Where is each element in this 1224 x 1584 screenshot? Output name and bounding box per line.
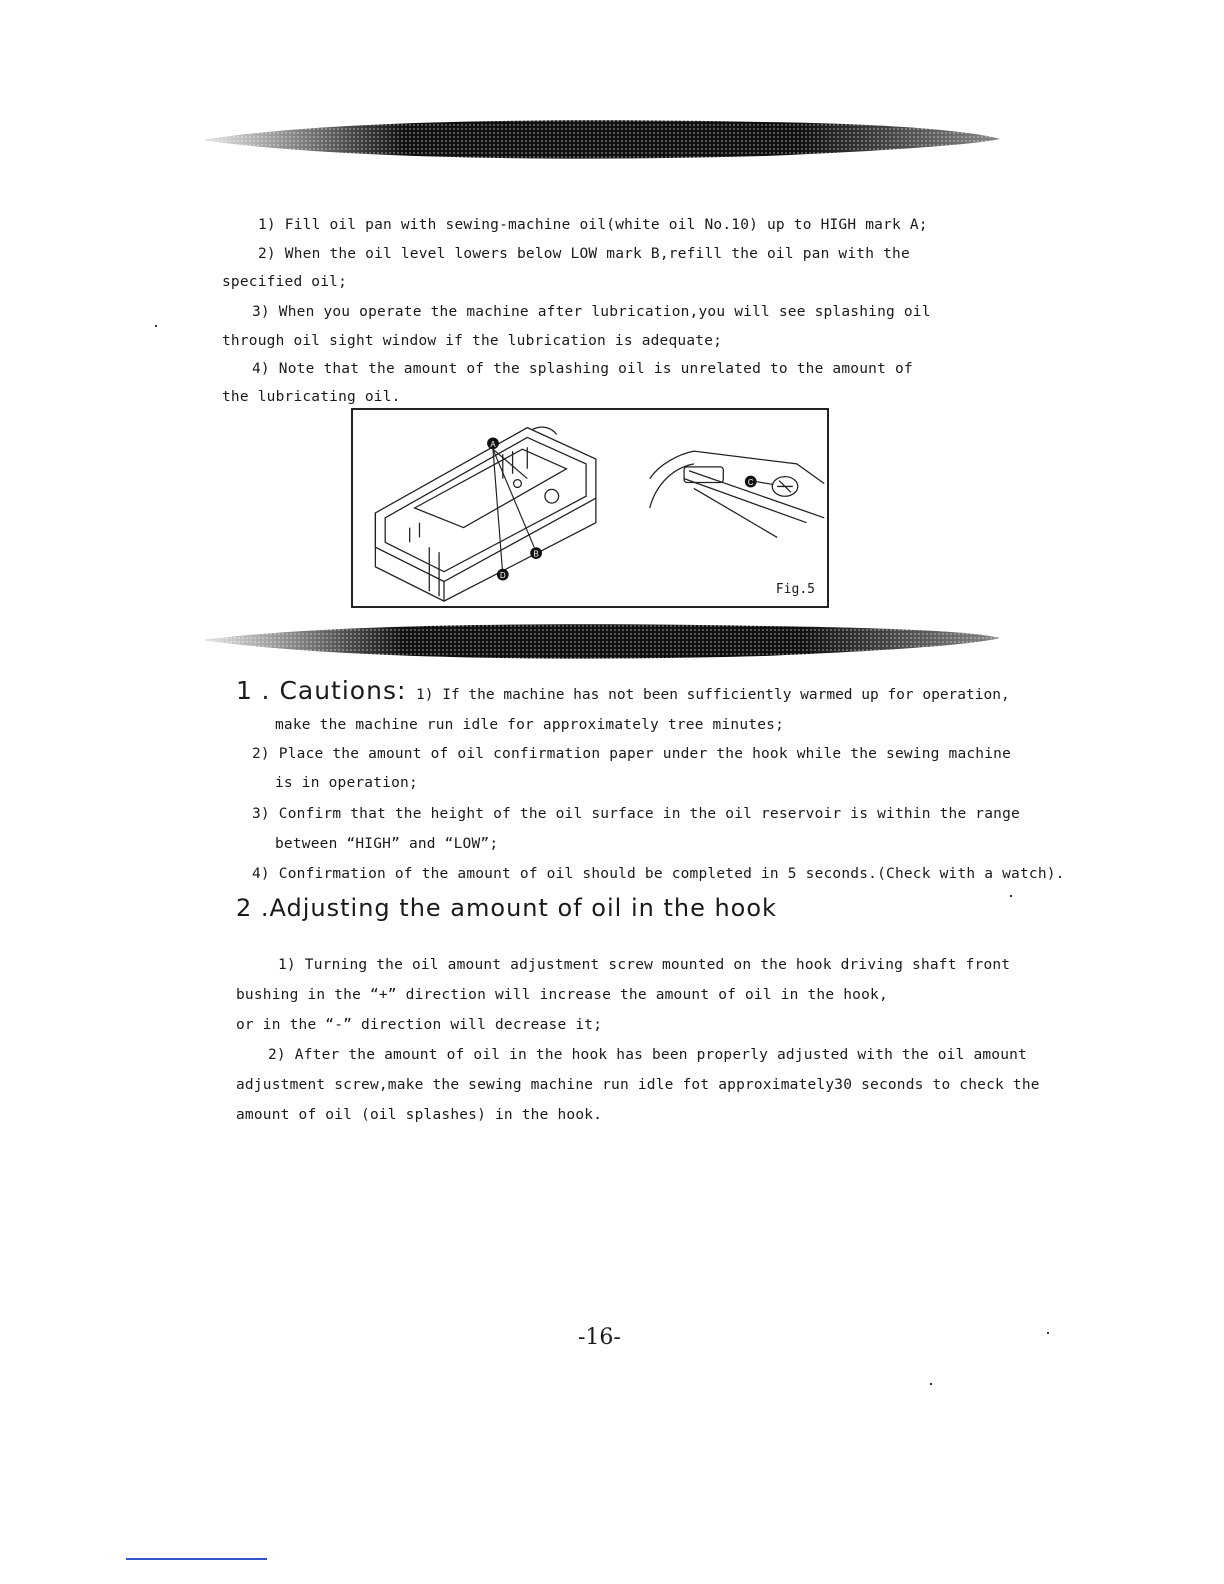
oil-pan-step-3: 3) When you operate the machine after lubrication,you will see splashing oil [252, 304, 931, 320]
scan-speck [1010, 895, 1012, 897]
cautions-title: . Cautions: [261, 676, 407, 705]
svg-text:A: A [490, 439, 496, 449]
middle-section-banner [205, 616, 1000, 672]
adjust-step-1-cont2: or in the “-” direction will decrease it; [236, 1017, 603, 1033]
cautions-number: 1 [236, 676, 252, 705]
caution-step-1-cont: make the machine run idle for approximately tree minutes; [275, 717, 784, 733]
scan-speck [155, 325, 157, 327]
page-number: -16- [578, 1325, 621, 1350]
cautions-heading [236, 676, 1010, 705]
oil-pan-step-4-cont: the lubricating oil. [222, 389, 401, 405]
top-section-banner [205, 112, 1000, 168]
oil-pan-step-2-cont: specified oil; [222, 274, 348, 290]
svg-text:D: D [499, 571, 506, 581]
caution-step-3: 3) Confirm that the height of the oil surface in the oil reservoir is within the range [252, 806, 1020, 822]
adjust-step-1: 1) Turning the oil amount adjustment screw mounted on the hook driving shaft front [278, 957, 1011, 973]
svg-text:B: B [533, 549, 539, 559]
adjusting-heading: 2 .Adjusting the amount of oil in the hook [236, 894, 777, 922]
oil-pan-step-4: 4) Note that the amount of the splashing oil is unrelated to the amount of [252, 361, 913, 377]
marker-d [497, 569, 509, 581]
oil-pan-step-1: 1) Fill oil pan with sewing-machine oil(white oil No.10) up to HIGH mark A; [258, 217, 928, 233]
oil-pan-illustration [353, 410, 827, 606]
adjust-step-1-cont: bushing in the “+” direction will increase the amount of oil in the hook, [236, 987, 888, 1003]
caution-step-2-cont: is in operation; [275, 775, 418, 791]
marker-a [487, 437, 499, 449]
scan-speck [930, 1383, 932, 1385]
scan-speck [1047, 1332, 1049, 1334]
bottom-rule [126, 1558, 267, 1560]
marker-b [530, 547, 542, 559]
caution-step-3-cont: between “HIGH” and “LOW”; [275, 836, 499, 852]
figure-caption: Fig.5 [775, 582, 815, 597]
caution-step-2: 2) Place the amount of oil confirmation paper under the hook while the sewing machine [252, 746, 1012, 762]
marker-c [745, 476, 757, 488]
adjust-step-2-cont2: amount of oil (oil splashes) in the hook. [236, 1107, 603, 1123]
adjust-step-2-cont: adjustment screw,make the sewing machine run idle fot approximately30 seconds to check the [236, 1077, 1040, 1093]
svg-text:C: C [747, 477, 754, 487]
caution-step-1: 1) If the machine has not been sufficiently warmed up for operation, [416, 687, 1010, 703]
caution-step-4: 4) Confirmation of the amount of oil should be completed in 5 seconds.(Check with a watch). [252, 866, 1065, 882]
oil-pan-step-2: 2) When the oil level lowers below LOW mark B,refill the oil pan with the [258, 246, 910, 262]
figure-5 [351, 408, 829, 608]
oil-pan-step-3-cont: through oil sight window if the lubrication is adequate; [222, 333, 723, 349]
adjust-step-2: 2) After the amount of oil in the hook has been properly adjusted with the oil amount [268, 1047, 1028, 1063]
